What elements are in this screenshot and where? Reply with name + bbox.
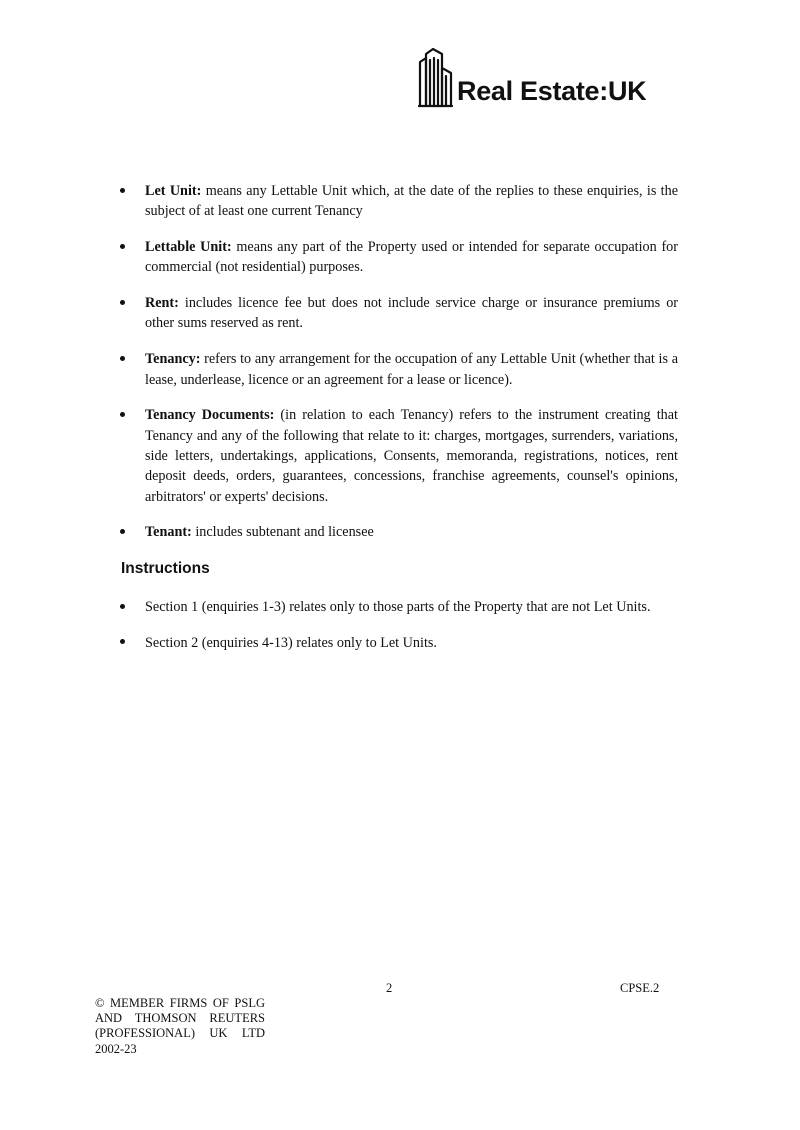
bullet-icon [120, 412, 125, 417]
bullet-icon [120, 188, 125, 193]
definition-lettable-unit [118, 237, 678, 278]
building-icon [418, 46, 454, 108]
definition-term: Tenancy: [145, 351, 201, 368]
definition-rent [118, 293, 678, 334]
definition-text: includes subtenant and licensee [195, 524, 374, 541]
instructions-heading: Instructions [121, 560, 210, 577]
instruction-item [118, 597, 678, 617]
document-code: CPSE.2 [620, 981, 660, 995]
definition-text: means any Lettable Unit which, at the date of the replies to these enquiries, is the subject of at least one current Tenancy [145, 183, 679, 220]
definitions-list [118, 181, 678, 558]
instruction-item [118, 633, 678, 653]
copyright-notice: © MEMBER FIRMS OF PSLG AND THOMSON REUTERS (PROFESSIONAL) UK LTD 2002-23 [95, 996, 265, 1056]
definition-term: Rent: [145, 295, 179, 312]
bullet-icon [120, 529, 125, 534]
logo-text: Real Estate:UK [457, 76, 647, 106]
definition-tenancy [118, 349, 678, 390]
bullet-icon [120, 300, 125, 305]
instruction-text: Section 1 (enquiries 1-3) relates only to those parts of the Property that are not Let Units. [145, 599, 651, 615]
definition-tenancy-documents [118, 405, 678, 506]
bullet-icon [120, 639, 125, 644]
instructions-list [118, 597, 678, 669]
instruction-text: Section 2 (enquiries 4-13) relates only to Let Units. [145, 634, 437, 651]
definition-term: Let Unit: [145, 183, 202, 199]
bullet-icon [120, 604, 125, 609]
definition-term: Tenancy Documents: [145, 407, 275, 424]
logo [418, 46, 646, 108]
definition-term: Tenant: [145, 524, 192, 541]
bullet-icon [120, 244, 125, 249]
definition-text: means any part of the Property used or intended for separate occupation for commercial (not residential) purposes. [145, 239, 678, 276]
bullet-icon [120, 356, 125, 361]
definition-let-unit [118, 181, 678, 222]
definition-text: (in relation to each Tenancy) refers to the instrument creating that Tenancy and any of the following that relate to it: charges, mortgages, surrenders, variations, side letters, undertakings, applications, Consents, memoranda, registrations, notices, rent deposit deeds, orders, guarantees, concessions, franchise agreements, counsel's opinions, arbitrators' or experts' decisions. [145, 407, 678, 505]
page-number: 2 [386, 981, 393, 995]
definition-term: Lettable Unit: [145, 239, 232, 256]
definition-tenant [118, 522, 678, 542]
definition-text: includes licence fee but does not include service charge or insurance premiums or other sums reserved as rent. [145, 295, 679, 332]
definition-text: refers to any arrangement for the occupation of any Lettable Unit (whether that is a lease, underlease, licence or an agreement for a lease or licence). [145, 351, 679, 388]
